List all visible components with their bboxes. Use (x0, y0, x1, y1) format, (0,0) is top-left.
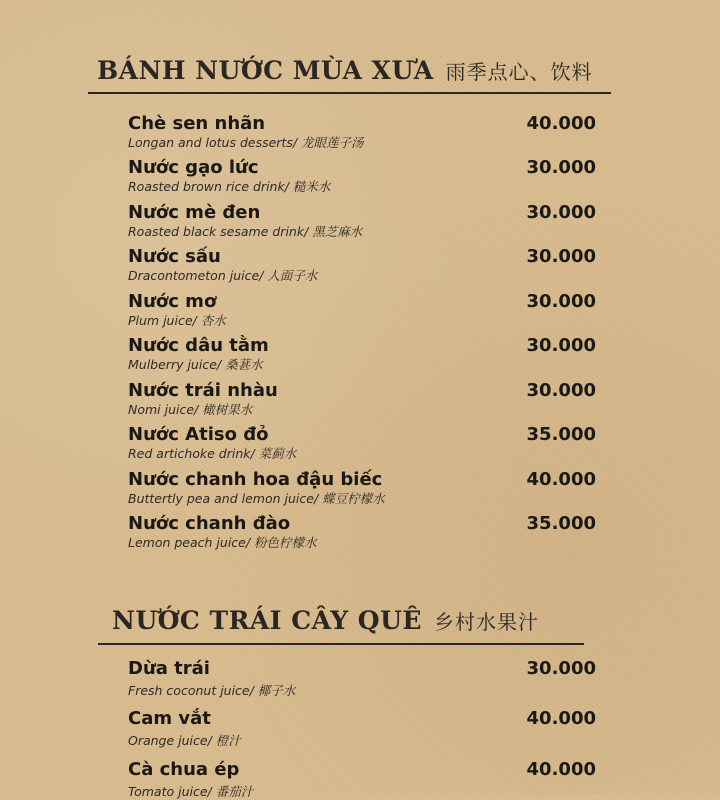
item-price: 30.000 (526, 157, 596, 178)
menu-item (128, 246, 598, 284)
menu-item (128, 291, 598, 329)
menu-item (128, 469, 598, 507)
item-name: Nước sấu (128, 246, 221, 267)
menu-item (128, 708, 598, 749)
item-description: Fresh coconut juice/ 椰子水 (128, 683, 296, 698)
item-price: 40.000 (526, 708, 596, 729)
item-name: Nước trái nhàu (128, 380, 278, 401)
item-name: Nước chanh hoa đậu biếc (128, 469, 383, 490)
menu-item (128, 658, 598, 699)
section-title-vi: NƯỚC TRÁI CÂY QUÊ (112, 606, 422, 635)
item-name: Cam vắt (128, 708, 211, 729)
item-description: Lemon peach juice/ 粉色柠檬水 (128, 535, 317, 550)
item-price: 30.000 (526, 380, 596, 401)
menu-item (128, 380, 598, 418)
item-name: Dừa trái (128, 658, 210, 679)
item-name: Cà chua ép (128, 759, 240, 780)
item-name: Nước gạo lức (128, 157, 259, 178)
menu-item (128, 424, 598, 462)
section-title-banh-nuoc (97, 56, 593, 85)
menu-item (128, 335, 598, 373)
item-price: 35.000 (526, 513, 596, 534)
item-description: Nomi juice/ 橄树果水 (128, 402, 253, 417)
section-divider (98, 643, 584, 645)
item-description: Buttertly pea and lemon juice/ 蝶豆柠檬水 (128, 491, 385, 506)
item-name: Nước dâu tằm (128, 335, 269, 356)
item-description: Red artichoke drink/ 菜蓟水 (128, 446, 297, 461)
menu-item (128, 202, 598, 240)
section-divider (88, 92, 611, 94)
item-name: Nước Atiso đỏ (128, 424, 269, 445)
menu-item (128, 157, 598, 195)
section-title-nuoc-trai-cay (112, 606, 539, 635)
item-price: 35.000 (526, 424, 596, 445)
item-name: Nước mè đen (128, 202, 261, 223)
item-description: Mulberry juice/ 桑葚水 (128, 357, 263, 372)
item-price: 40.000 (526, 759, 596, 780)
section-title-vi: BÁNH NƯỚC MÙA XƯA (97, 56, 434, 85)
item-price: 40.000 (526, 469, 596, 490)
item-description: Orange juice/ 橙汁 (128, 733, 241, 748)
item-price: 40.000 (526, 113, 596, 134)
item-description: Tomato juice/ 番茄汁 (128, 784, 254, 799)
item-price: 30.000 (526, 658, 596, 679)
menu-item (128, 513, 598, 551)
item-description: Plum juice/ 杏水 (128, 313, 226, 328)
item-price: 30.000 (526, 202, 596, 223)
item-description: Dracontometon juice/ 人面子水 (128, 268, 318, 283)
item-price: 30.000 (526, 335, 596, 356)
item-description: Longan and lotus desserts/ 龙眼莲子汤 (128, 135, 364, 150)
item-price: 30.000 (526, 246, 596, 267)
item-name: Nước chanh đào (128, 513, 291, 534)
item-price: 30.000 (526, 291, 596, 312)
item-name: Nước mơ (128, 291, 217, 312)
item-name: Chè sen nhãn (128, 113, 266, 134)
item-description: Roasted black sesame drink/ 黑芝麻水 (128, 224, 363, 239)
item-description: Roasted brown rice drink/ 糙米水 (128, 179, 331, 194)
section-title-cn: 雨季点心、饮料 (445, 60, 593, 84)
section-title-cn: 乡村水果汁 (433, 610, 539, 634)
menu-item (128, 113, 598, 151)
